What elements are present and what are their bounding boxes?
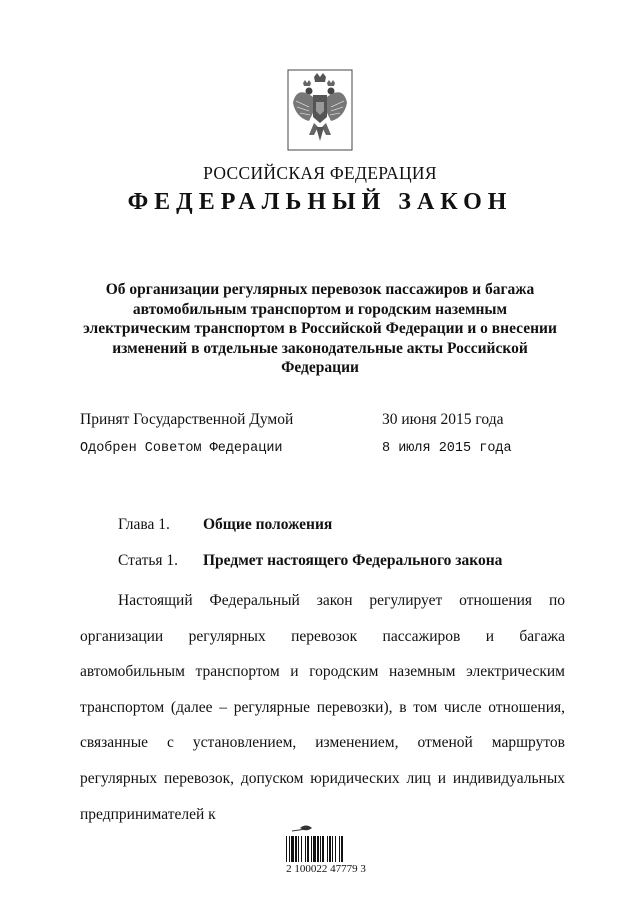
adoption-date: 8 июля 2015 года [382,441,512,456]
article-body: Настоящий Федеральный закон регулирует отношения по организации регулярных перевозок пассажиров и багажа автомобильным транспортом и городским наземным электрическим транспортом (далее – регулярные перевозки), в том числе отношения, связанные с установлением, изменением, отменой маршрутов регулярных перевозок, допуском юридических лиц и индивидуальных предпринимателей к [80,592,565,823]
article-title: Предмет настоящего Федерального закона [203,552,503,569]
coat-of-arms-icon [287,69,353,151]
chapter-number: Глава 1. [118,516,170,533]
adoption-date: 30 июня 2015 года [382,411,504,428]
law-title: Об организации регулярных перевозок пассажиров и багажа автомобильным транспортом и городским наземным электрическим транспортом в Российской Федерации и о внесении изменений в отдельные законодательные акты Российской Федерации [83,281,557,376]
document-type: ФЕДЕРАЛЬНЫЙ ЗАКОН [127,189,513,215]
barcode-number: 2 100022 47779 3 [286,863,366,875]
article-number: Статья 1. [118,552,179,569]
adoption-label: Принят Государственной Думой [80,411,294,428]
chapter-title: Общие положения [203,516,333,533]
country-name: РОССИЙСКАЯ ФЕДЕРАЦИЯ [203,163,437,183]
adoption-label: Одобрен Советом Федерации [80,441,283,456]
